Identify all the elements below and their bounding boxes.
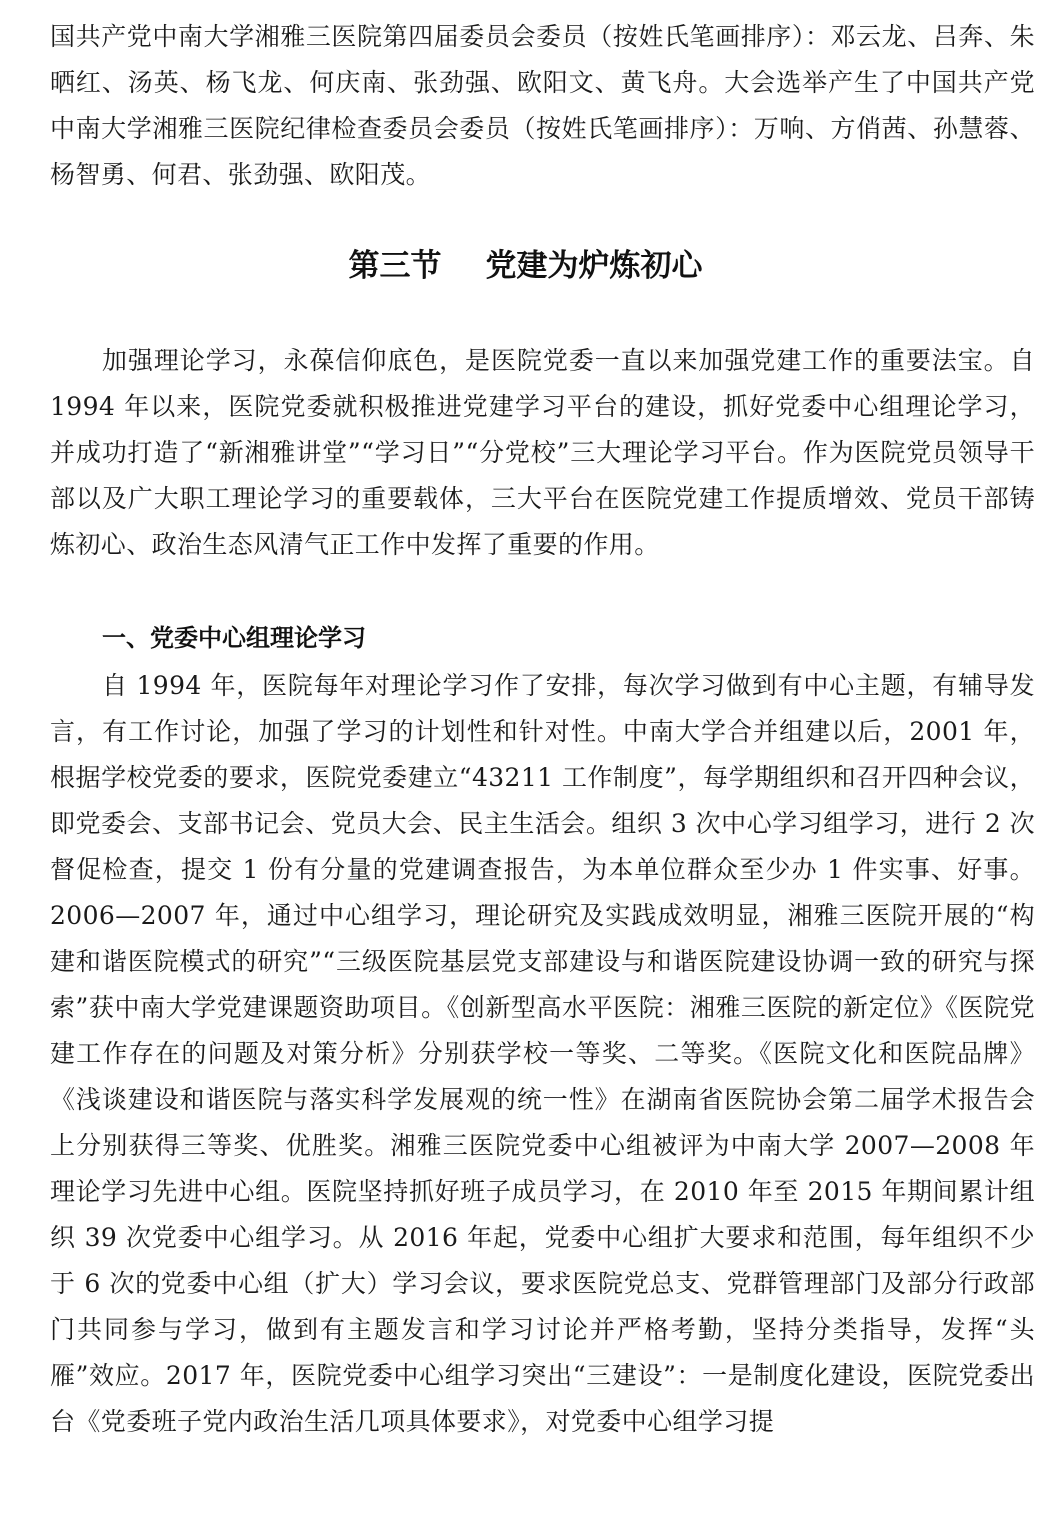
body-paragraph-1: 加强理论学习，永葆信仰底色，是医院党委一直以来加强党建工作的重要法宝。自 1994 年以来，医院党委就积极推进党建学习平台的建设，抓好党委中心组理论学习，并成功打造了“新湘雅讲堂”“学习日”“分党校”三大理论学习平台。作为医院党员领导干部以及广大职工理论学习的重要载体，三大平台在医院党建工作提质增效、党员干部铸炼初心、政治生态风清气正工作中发挥了重要的作用。: [50, 346, 1035, 559]
body-paragraph-2: 自 1994 年，医院每年对理论学习作了安排，每次学习做到有中心主题，有辅导发言，有工作讨论，加强了学习的计划性和针对性。中南大学合并组建以后，2001 年，根据学校党委的要求，医院党委建立“43211 工作制度”，每学期组织和召开四种会议，即党委会、支部书记会、党员大会、民主生活会。组织 3 次中心学习组学习，进行 2 次督促检查，提交 1 份有分量的党建调查报告，为本单位群众至少办 1 件实事、好事。2006—2007 年，通过中心组学习，理论研究及实践成效明显，湘雅三医院开展的“构建和谐医院模式的研究”“三级医院基层党支部建设与和谐医院建设协调一致的研究与探索”获中南大学党建课题资助项目。《创新型高水平医院：湘雅三医院的新定位》《医院党建工作存在的问题及对策分析》分别获学校一等奖、二等奖。《医院文化和医院品牌》《浅谈建设和谐医院与落实科学发展观的统一性》在湖南省医院协会第二届学术报告会上分别获得三等奖、优胜奖。湘雅三医院党委中心组被评为中南大学 2007—2008 年理论学习先进中心组。医院坚持抓好班子成员学习，在 2010 年至 2015 年期间累计组织 39 次党委中心组学习。从 2016 年起，党委中心组扩大要求和范围，每年组织不少于 6 次的党委中心组（扩大）学习会议，要求医院党总支、党群管理部门及部分行政部门共同参与学习，做到有主题发言和学习讨论并严格考勤，坚持分类指导，发挥“头雁”效应。2017 年，医院党委中心组学习突出“三建设”：一是制度化建设，医院党委出台《党委班子党内政治生活几项具体要求》，对党委中心组学习提: [50, 671, 1035, 1436]
subheading: 一、党委中心组理论学习: [102, 624, 366, 652]
section-number: 第三节: [348, 248, 442, 284]
section-title: [0, 240, 1051, 292]
intro-paragraph: 国共产党中南大学湘雅三医院第四届委员会委员（按姓氏笔画排序）：邓云龙、吕奔、朱晒红、汤英、杨飞龙、何庆南、张劲强、欧阳文、黄飞舟。大会选举产生了中国共产党中南大学湘雅三医院纪律检查委员会委员（按姓氏笔画排序）：万响、方俏茜、孙慧蓉、杨智勇、何君、张劲强、欧阳茂。: [50, 22, 1035, 189]
section-title-text: 党建为炉炼初心: [485, 248, 703, 284]
